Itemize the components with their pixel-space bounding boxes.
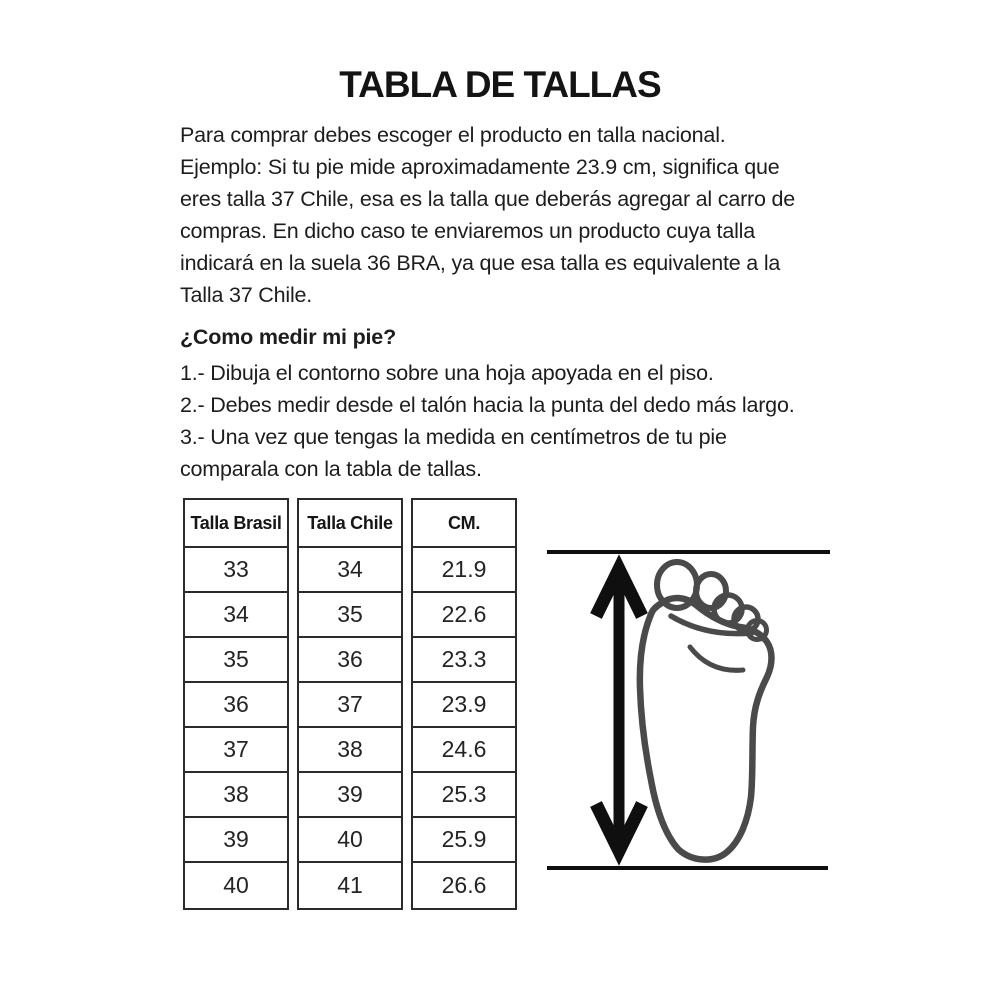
column-header: CM. <box>413 500 515 548</box>
size-cell: 26.6 <box>441 872 487 898</box>
intro-line: indicará en la suela 36 BRA, ya que esa talla es equivalente a la <box>180 251 781 275</box>
column-header: Talla Chile <box>299 500 401 548</box>
measure-steps <box>180 357 794 485</box>
measure-step: 3.- Una vez que tengas la medida en centímetros de tu pie <box>180 425 727 449</box>
size-table-column-chile <box>297 498 403 910</box>
intro-line: Talla 37 Chile. <box>180 283 313 307</box>
size-table-column-cm <box>411 498 517 910</box>
size-cell: 37 <box>299 683 401 728</box>
size-cell: 37 <box>185 728 287 773</box>
intro-line: eres talla 37 Chile, esa es la talla que deberás agregar al carro de <box>180 187 796 211</box>
size-cell: 35 <box>185 638 287 683</box>
size-cell: 40 <box>299 818 401 863</box>
size-cell: 39 <box>185 818 287 863</box>
size-cell: 38 <box>185 773 287 818</box>
intro-line: compras. En dicho caso te enviaremos un producto cuya talla <box>180 219 755 243</box>
size-cell: 39 <box>299 773 401 818</box>
double-vertical-arrow-icon <box>596 569 642 851</box>
intro-line: Para comprar debes escoger el producto en talla nacional. <box>180 123 726 147</box>
size-cell: 38 <box>299 728 401 773</box>
size-cell: 24.6 <box>413 728 515 773</box>
size-cell: 23.3 <box>413 638 515 683</box>
size-cell: 33 <box>185 548 287 593</box>
foot-measure-diagram <box>540 540 840 880</box>
size-cell: 40 <box>223 872 249 898</box>
size-cell: 41 <box>337 872 363 898</box>
measure-step: comparala con la tabla de tallas. <box>180 457 482 481</box>
size-table-column-brasil <box>183 498 289 910</box>
column-header: Talla Brasil <box>185 500 287 548</box>
page-title: TABLA DE TALLAS <box>339 64 661 105</box>
size-cell: 36 <box>185 683 287 728</box>
intro-line: Ejemplo: Si tu pie mide aproximadamente 23.9 cm, significa que <box>180 155 780 179</box>
size-cell: 35 <box>299 593 401 638</box>
size-cell: 23.9 <box>413 683 515 728</box>
intro-paragraph <box>180 119 795 311</box>
measure-foot-heading: ¿Como medir mi pie? <box>180 325 396 349</box>
size-cell: 21.9 <box>413 548 515 593</box>
size-cell: 36 <box>299 638 401 683</box>
size-cell: 22.6 <box>413 593 515 638</box>
size-cell: 34 <box>299 548 401 593</box>
size-cell: 25.9 <box>413 818 515 863</box>
foot-measure-svg <box>540 540 840 880</box>
size-cell: 34 <box>185 593 287 638</box>
measure-step: 2.- Debes medir desde el talón hacia la punta del dedo más largo. <box>180 393 795 417</box>
measure-step: 1.- Dibuja el contorno sobre una hoja apoyada en el piso. <box>180 361 714 385</box>
size-cell: 25.3 <box>413 773 515 818</box>
foot-sole-icon <box>640 562 772 860</box>
